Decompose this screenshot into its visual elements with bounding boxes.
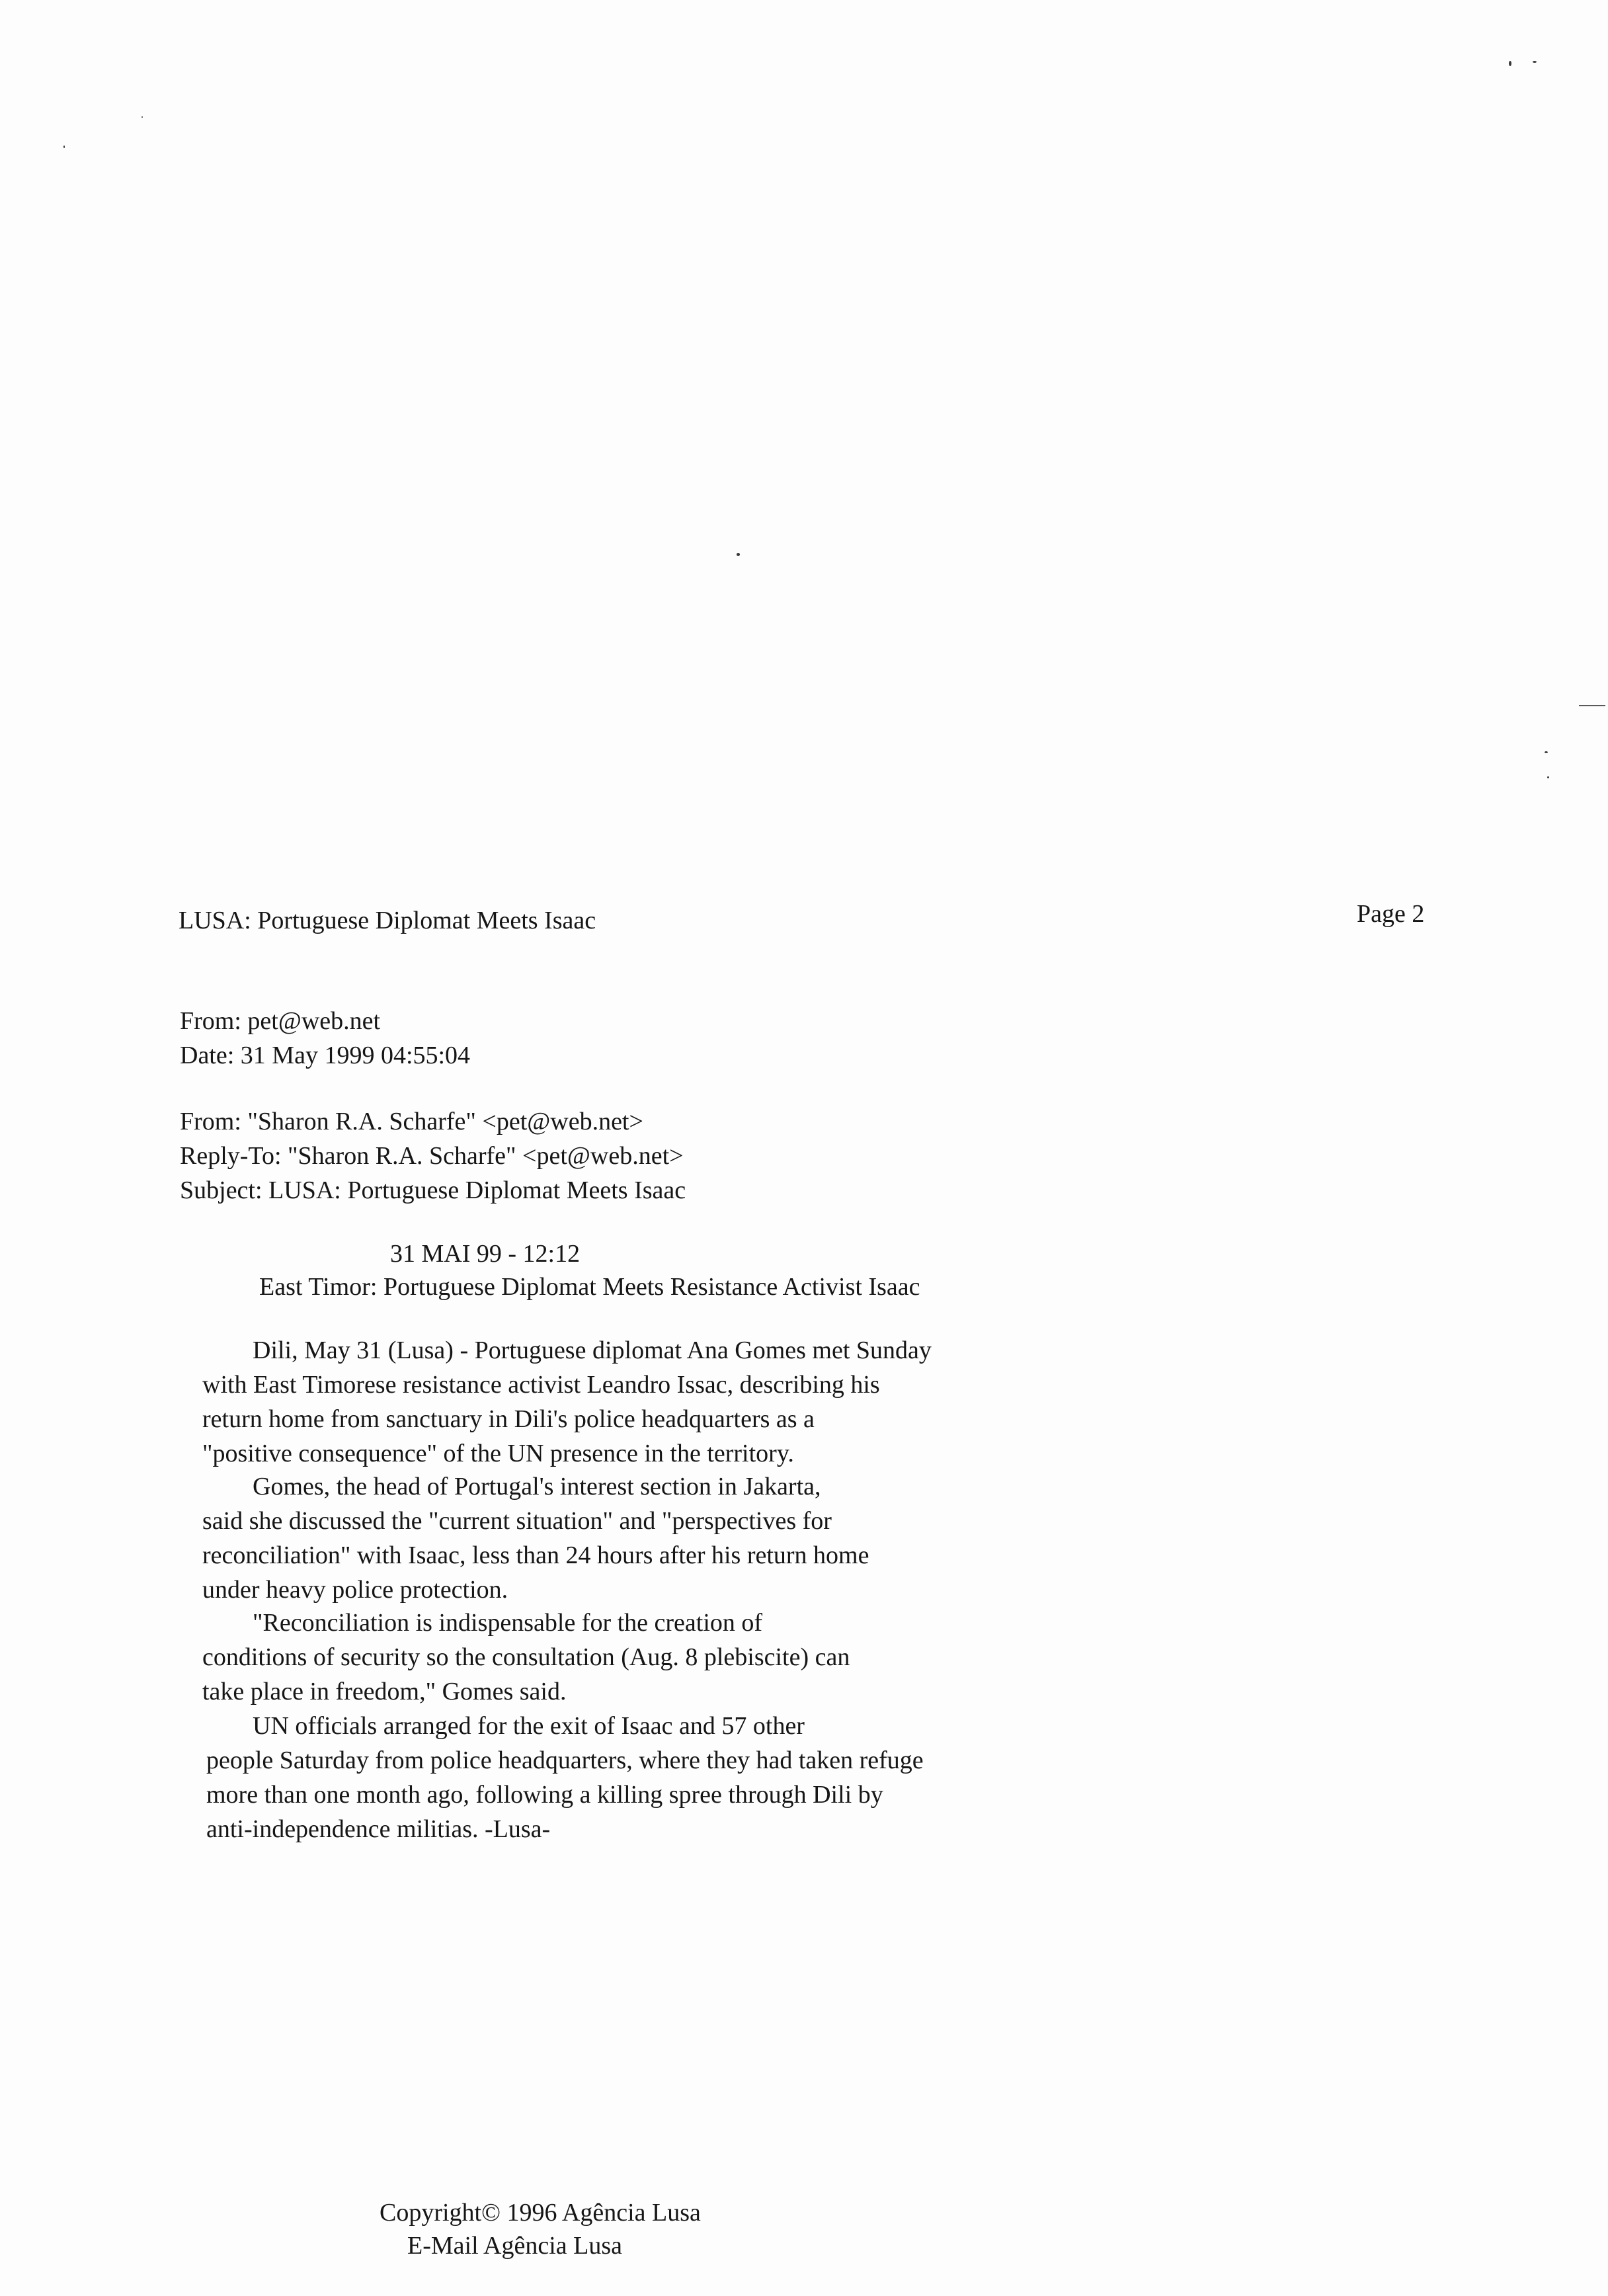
article-line: Dili, May 31 (Lusa) - Portuguese diplomat Ana Gomes met Sunday	[253, 1336, 932, 1364]
copyright-notice: Copyright© 1996 Agência Lusa	[380, 2199, 701, 2227]
sender-line: From: "Sharon R.A. Scharfe" <pet@web.net>	[180, 1108, 643, 1135]
reply-to-line: Reply-To: "Sharon R.A. Scharfe" <pet@web.net>	[180, 1142, 684, 1170]
article-headline: East Timor: Portuguese Diplomat Meets Resistance Activist Isaac	[259, 1273, 920, 1301]
from-line: From: pet@web.net	[180, 1007, 381, 1035]
article-line: under heavy police protection.	[202, 1576, 508, 1604]
page-number: Page 2	[1357, 900, 1425, 928]
article-line: take place in freedom," Gomes said.	[202, 1678, 567, 1705]
document-title: LUSA: Portuguese Diplomat Meets Isaac	[179, 907, 596, 934]
article-line: return home from sanctuary in Dili's police headquarters as a	[202, 1405, 815, 1433]
article-line: said she discussed the "current situation" and "perspectives for	[202, 1507, 832, 1535]
article-line: anti-independence militias. -Lusa-	[206, 1815, 551, 1843]
article-line: "Reconciliation is indispensable for the creation of	[253, 1609, 763, 1637]
article-line: UN officials arranged for the exit of Isaac and 57 other	[253, 1712, 805, 1740]
article-line: with East Timorese resistance activist Leandro Issac, describing his	[202, 1371, 880, 1399]
article-line: "positive consequence" of the UN presence in the territory.	[202, 1440, 794, 1467]
date-line: Date: 31 May 1999 04:55:04	[180, 1042, 471, 1069]
footer-email: E-Mail Agência Lusa	[407, 2232, 623, 2260]
article-dateline: 31 MAI 99 - 12:12	[390, 1240, 581, 1268]
article-line: more than one month ago, following a killing spree through Dili by	[206, 1781, 883, 1809]
article-line: reconciliation" with Isaac, less than 24 hours after his return home	[202, 1541, 869, 1569]
subject-line: Subject: LUSA: Portuguese Diplomat Meets Isaac	[180, 1176, 686, 1204]
article-line: people Saturday from police headquarters, where they had taken refuge	[206, 1746, 924, 1774]
article-line: conditions of security so the consultation (Aug. 8 plebiscite) can	[202, 1643, 850, 1671]
article-line: Gomes, the head of Portugal's interest section in Jakarta,	[253, 1473, 821, 1500]
